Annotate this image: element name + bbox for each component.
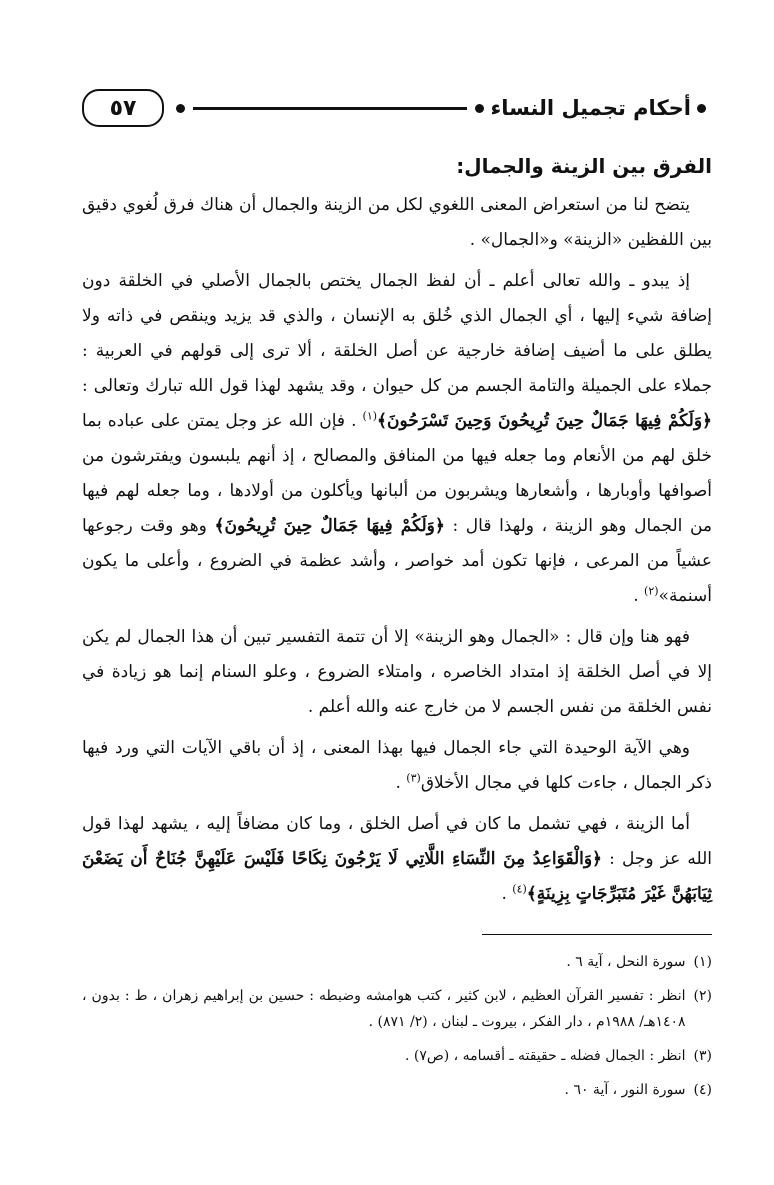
paragraph-text: وهو وقت رجوعها عشياً من المرعى ، فإنها تكون أمد خواصر ، وأشد عظمة في الضروع ، وأعلى ما يكون أسنمة» <box>82 516 712 606</box>
running-header <box>82 86 712 130</box>
paragraph-text: وهي الآية الوحيدة التي جاء الجمال فيها بهذا المعنى ، إذ أن باقي الآيات التي ورد فيها ذكر الجمال ، جاءت كلها في مجال الأخلاق <box>82 738 712 793</box>
paragraph-5 <box>82 807 712 912</box>
bullet-icon <box>697 104 706 113</box>
footnote-number: (٤) <box>693 1082 712 1098</box>
paragraph-text: إذ يبدو ـ والله تعالى أعلم ـ أن لفظ الجمال يختص بالجمال الأصلي في الخلقة دون إضافة شيء إليها ، أي الجمال الذي خُلق به الإنسان ، والذي قد يزيد وينقص في ذاته ولا يطلق على ما أضيف إضافة خارجية عن أصل الخلقة ، ألا ترى إلى قولهم في العربية : جملاء على الجميلة والتامة الجسم من كل حيوان ، وقد يشهد لهذا قول الله تبارك وتعالى : <box>82 271 712 396</box>
footnote-text: سورة النور ، آية ٦٠ . <box>564 1082 686 1098</box>
page-number: ٥٧ <box>82 89 164 127</box>
footnote-number: (٢) <box>693 988 712 1004</box>
paragraph-text: . <box>395 773 401 793</box>
paragraph-text: يتضح لنا من استعراض المعنى اللغوي لكل من الزينة والجمال أن هناك فرق لُغوي دقيق بين اللفظين «الزينة» و«الجمال» . <box>82 195 712 250</box>
page <box>82 86 712 1111</box>
quran-verse: ﴿وَالْقَوَاعِدُ مِنَ النِّسَاءِ اللَّاتِي لَا يَرْجُونَ نِكَاحًا فَلَيْسَ عَلَيْهِنَّ جُنَاحٌ أَن يَضَعْنَ ثِيَابَهُنَّ غَيْرَ مُتَبَرِّجَاتٍ بِزِينَةٍ﴾ <box>82 849 712 904</box>
book-title: أحكام تجميل النساء <box>490 96 691 120</box>
footnote-separator <box>482 934 712 935</box>
section-title: الفرق بين الزينة والجمال: <box>456 154 712 178</box>
footnote-4 <box>82 1077 712 1103</box>
header-rule <box>193 107 467 110</box>
footnote-text: سورة النحل ، آية ٦ . <box>566 954 686 970</box>
paragraph-text: . <box>633 586 639 606</box>
quran-verse: ﴿وَلَكُمْ فِيهَا جَمَالٌ حِينَ تُرِيحُونَ وَحِينَ تَسْرَحُونَ﴾ <box>377 411 713 431</box>
quran-verse: ﴿وَلَكُمْ فِيهَا جَمَالٌ حِينَ تُرِيحُونَ﴾ <box>214 516 445 536</box>
footnote-1 <box>82 949 712 975</box>
footnote-text: انظر : الجمال فضله ـ حقيقته ـ أقسامه ، (ص٧) . <box>404 1048 686 1064</box>
footnote-2 <box>82 983 712 1035</box>
paragraph-1 <box>82 188 712 258</box>
footnote-number: (٣) <box>693 1048 712 1064</box>
footnote-3 <box>82 1043 712 1069</box>
footnote-ref: (٢) <box>644 584 659 598</box>
paragraph-2 <box>82 264 712 614</box>
footnote-number: (١) <box>693 954 712 970</box>
paragraph-text: . <box>501 884 507 904</box>
paragraph-text: أما الزينة ، فهي تشمل ما كان في أصل الخلق ، وما كان مضافاً إليه ، يشهد لهذا قول الله عز وجل : <box>82 814 713 869</box>
footnote-ref: (٤) <box>512 882 527 896</box>
footnote-ref: (٣) <box>406 771 421 785</box>
bullet-icon <box>176 104 185 113</box>
bullet-icon <box>475 104 484 113</box>
paragraph-4 <box>82 731 712 801</box>
paragraph-text: فهو هنا وإن قال : «الجمال وهو الزينة» إلا أن تتمة التفسير تبين أن هذا الجمال لم يكن إلا في أصل الخلقة إذ امتداد الخاصره ، وامتلاء الضروع ، وعلو السنام إنما هو زيادة في نفس الخلقة من نفس الجسم لا من خارج عنه والله أعلم . <box>82 627 712 717</box>
footnote-text: انظر : تفسير القرآن العظيم ، لابن كثير ، كتب هوامشه وضبطه : حسين بن إبراهيم زهران ، ط : بدون ، ١٤٠٨هـ/ ١٩٨٨م ، دار الفكر ، بيروت ـ لبنان ، (٢/ ٨٧١) . <box>82 988 686 1030</box>
paragraph-text: . فإن الله عز وجل يمتن على عباده بما خلق لهم من الأنعام وما جعله فيها من المنافق والمصالح ، إذ أنهم يلبسون ويفترشون من أصوافها وأوبارها ، وأشعارها ويشربون من ألبانها ويأكلون من أولادها ، وما جعله لهم فيها من الجمال وهو الزينة ، ولهذا قال : <box>82 411 713 536</box>
paragraph-3 <box>82 620 712 725</box>
footnote-ref: (١) <box>362 409 378 423</box>
